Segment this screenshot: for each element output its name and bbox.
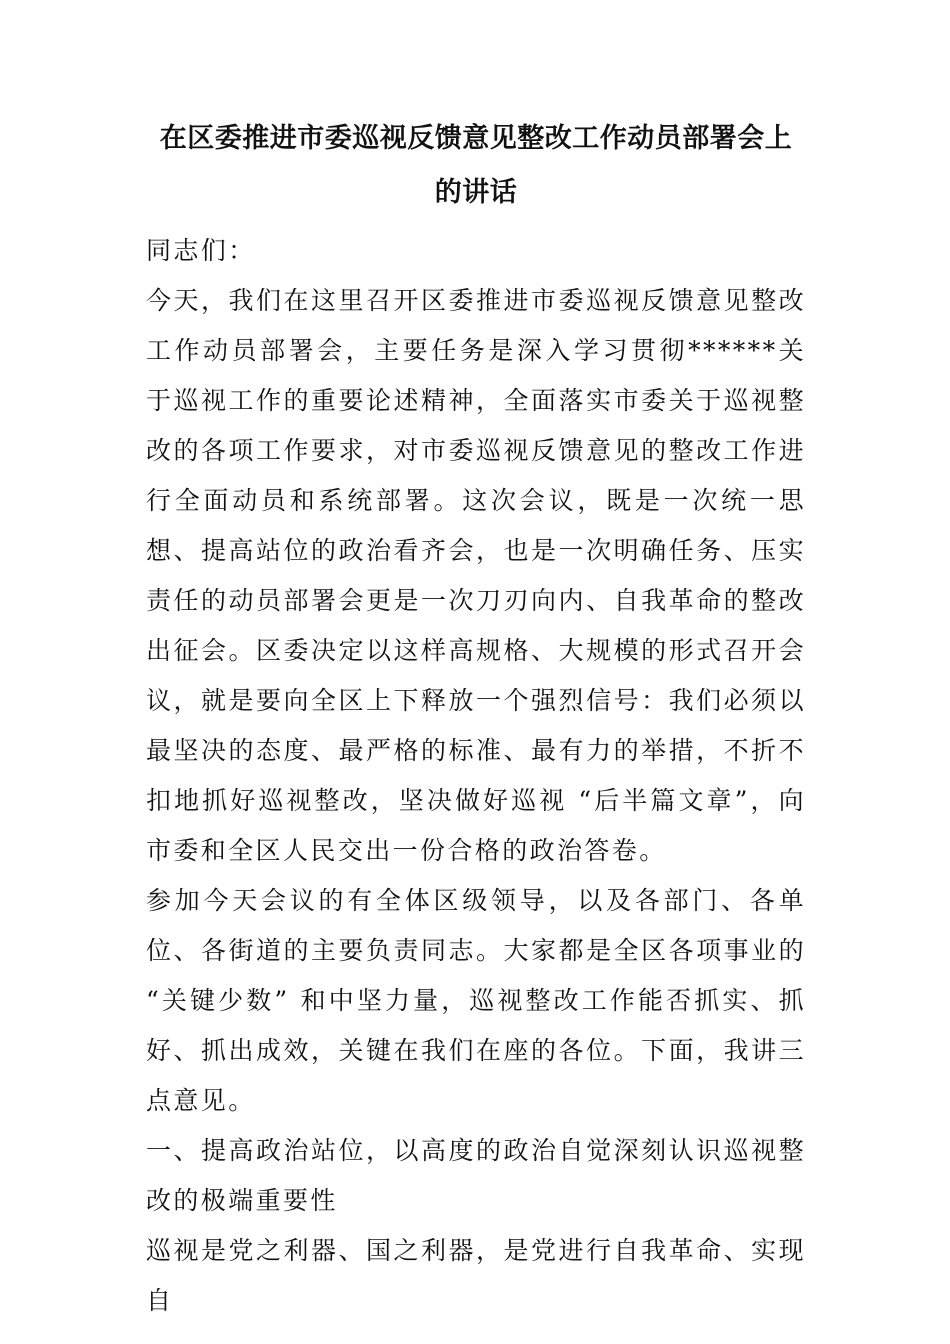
paragraph-opening: 今天，我们在这里召开区委推进市委巡视反馈意见整改工作动员部署会，主要任务是深入学习贯彻******关于巡视工作的重要论述精神，全面落实市委关于巡视整改的各项工作要求，对市委巡视反馈意见的整改工作进行全面动员和系统部署。这次会议，既是一次统一思想、提高站位的政治看齐会，也是一次明确任务、压实责任的动员部署会更是一次刀刃向内、自我革命的整改出征会。区委决定以这样高规格、大规模的形式召开会议，就是要向全区上下释放一个强烈信号：我们必须以最坚决的态度、最严格的标准、最有力的举措，不折不扣地抓好巡视整改，坚决做好巡视 “后半篇文章”，向市委和全区人民交出一份合格的政治答卷。	[146, 286, 806, 865]
title-line-1: 在区委推进市委巡视反馈意见整改工作动员部署会上	[159, 123, 793, 154]
paragraph-section-1-start: 巡视是党之利器、国之利器，是党进行自我革命、实现自	[146, 1236, 806, 1315]
title-line-2: 的讲话	[434, 177, 518, 208]
document-title	[146, 112, 806, 220]
section-heading-1: 一、提高政治站位，以高度的政治自觉深刻认识巡视整改的极端重要性	[146, 1136, 806, 1215]
salutation: 同志们：	[146, 236, 256, 265]
document-body	[146, 112, 806, 1326]
paragraph-attendees: 参加今天会议的有全体区级领导，以及各部门、各单位、各街道的主要负责同志。大家都是全区各项事业的 “关键少数” 和中坚力量，巡视整改工作能否抓实、抓好、抓出成效，关键在我们在座的各位。下面，我讲三点意见。	[146, 886, 806, 1115]
